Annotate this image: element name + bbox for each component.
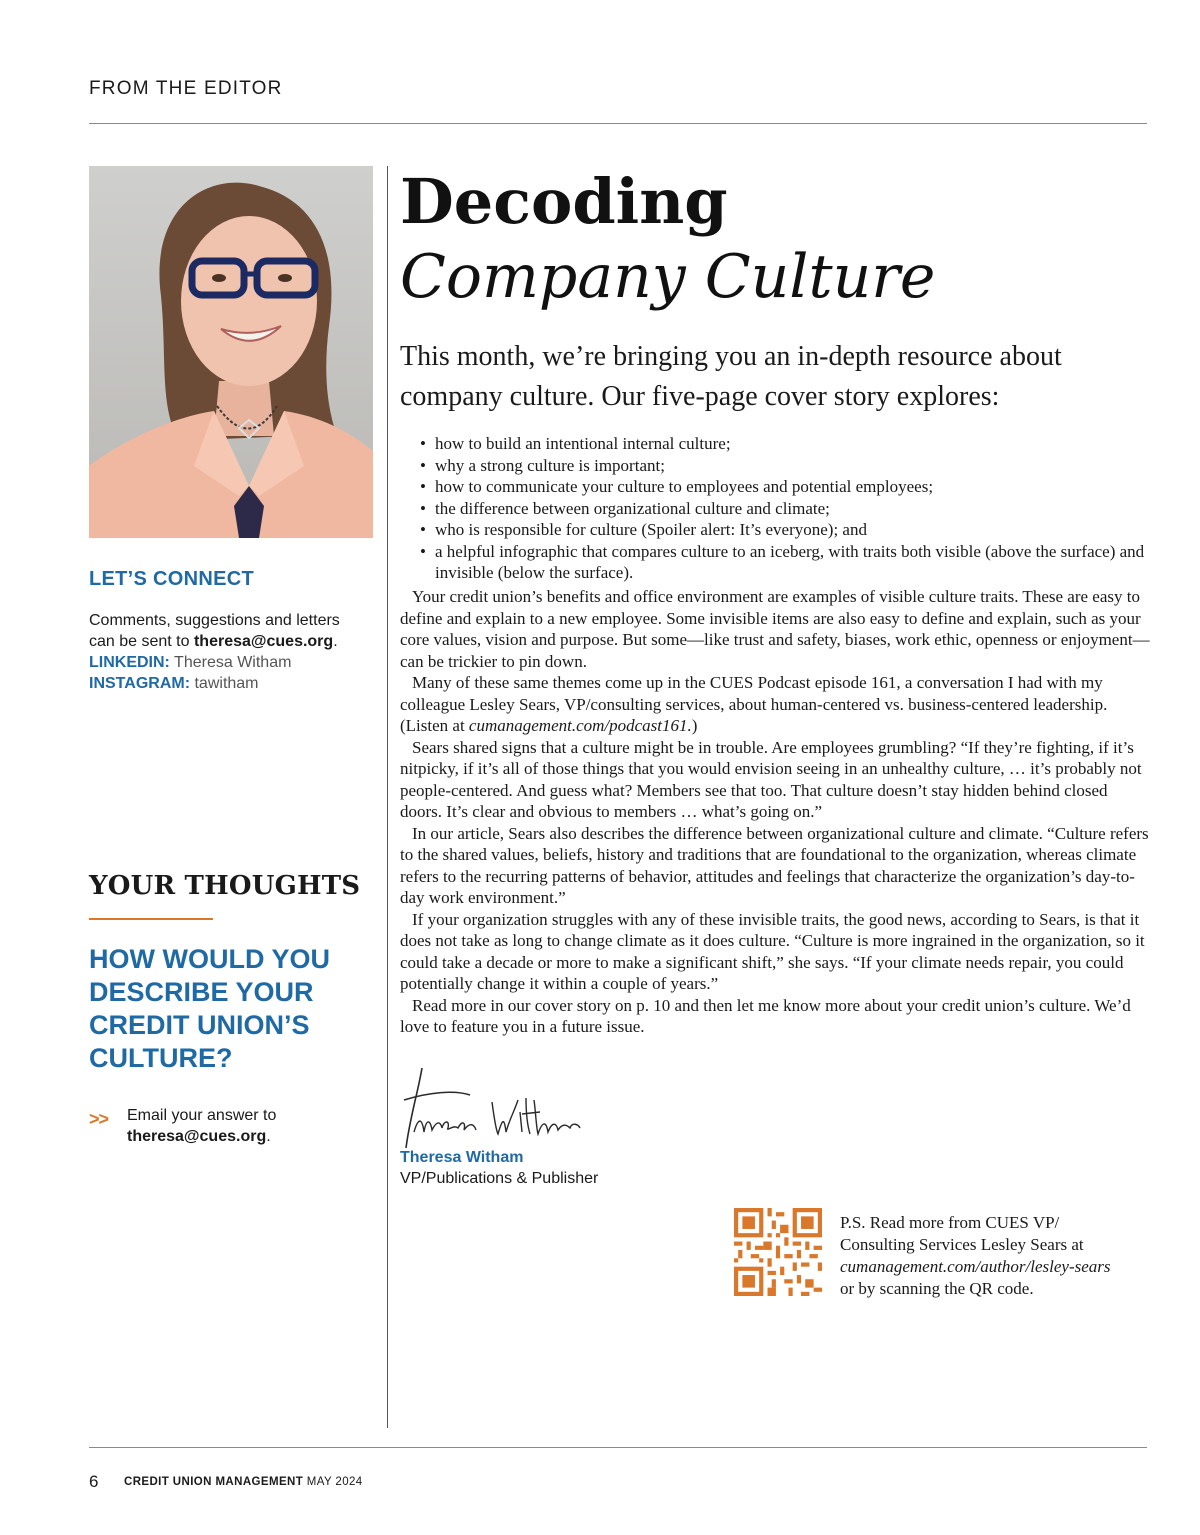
section-label: FROM THE EDITOR [89,78,283,99]
email-prompt-link[interactable]: theresa@cues.org [127,1128,267,1145]
qr-code-icon[interactable] [734,1208,822,1296]
ps-line: Consulting Services Lesley Sears at [840,1235,1084,1254]
double-arrow-icon: >> [89,1109,109,1129]
body-paragraph: If your organization struggles with any of these invisible traits, the good news, according to Sears, is that it does not take as long to change climate as it does culture. “Culture is more ingrained in the organization, so it could take a decade or more to make a significant shift,” she says. “If your climate needs repair, you could potentially change it within a couple of years.” [400,909,1145,993]
contact-email-link[interactable]: theresa@cues.org [193,633,334,650]
email-prompt-label: Email your answer to [127,1107,277,1124]
email-prompt [127,1105,377,1147]
postscript [840,1212,1150,1300]
list-item: • how to build an intentional internal culture; [400,433,1150,455]
page-number: 6 [89,1472,99,1491]
article-title: Decoding [400,165,728,238]
editor-title: VP/Publications & Publisher [400,1170,599,1187]
top-divider [89,123,1147,124]
podcast-text: Many of these same themes come up in the CUES Podcast episode 161, a conversation I had with my colleague Lesley Sears, VP/consulting services, about human-centered vs. business-centered leadership. (Listen at [400,673,1108,735]
contact-email-prefix: can be sent to [89,633,194,650]
list-item: • a helpful infographic that compares culture to an iceberg, with traits both visible (above the surface) and invisible (below the surface). [400,541,1150,584]
linkedin-line [89,652,374,673]
list-item: • why a strong culture is important; [400,455,1150,477]
contact-info [89,610,374,694]
body-paragraph: Sears shared signs that a culture might be in trouble. Are employees grumbling? “If they’re fighting, if it’s nitpicky, if it’s all of those things that you would envision seeing in an unhealthy culture, … it’s probably not people-centered. And guess what? Members see that too. That culture doesn’t stay hidden behind closed doors. It’s clear and obvious to members … what’s going on.” [400,737,1142,821]
instagram-line [89,673,374,694]
editor-portrait-photo [89,166,373,538]
instagram-label: INSTAGRAM: [89,675,191,692]
reader-question: HOW WOULD YOU DESCRIBE YOUR CREDIT UNION’S CULTURE? [89,944,330,1073]
linkedin-label: LINKEDIN: [89,654,170,671]
ps-line: or by scanning the QR code. [840,1279,1034,1298]
podcast-close: ) [691,716,698,735]
issue-date: MAY 2024 [306,1476,363,1488]
list-item: • how to communicate your culture to employees and potential employees; [400,476,1150,498]
contact-email-suffix: . [333,633,338,650]
body-paragraph [400,672,1150,737]
body-paragraph: In our article, Sears also describes the difference between organizational culture and climate. “Culture refers to the shared values, beliefs, history and traditions that are foundational to the organization, whereas climate refers to the recurring patterns of behavior, attitudes and feelings that characterize the organization’s day-to-day work environment.” [400,823,1149,907]
body-paragraph: Your credit union’s benefits and office environment are examples of visible culture traits. These are easy to define and explain to a new employee. Some invisible items are also easy to define and explain, such as your core values, vision and purpose. But some—like trust and safety, biases, work ethic, openness or enjoyment—can be trickier to pin down. [400,587,1150,671]
your-thoughts-heading: YOUR THOUGHTS [89,871,361,901]
editor-name: Theresa Witham [400,1149,524,1166]
handwritten-signature [400,1062,590,1150]
topic-list [400,433,1150,584]
publication-footer [124,1476,363,1488]
accent-divider [89,918,213,920]
article-body [400,586,1150,1038]
contact-email-line [89,631,374,652]
article-deck: This month, we’re bringing you an in-depth resource about company culture. Our five-page cover story explores: [400,341,1062,412]
body-paragraph: Read more in our cover story on p. 10 and then let me know more about your credit union’s culture. We’d love to feature you in a future issue. [400,995,1131,1036]
column-divider [387,166,388,1428]
instagram-handle[interactable]: tawitham [194,675,259,692]
list-item: • who is responsible for culture (Spoiler alert: It’s everyone); and [400,519,1150,541]
email-prompt-suffix: . [266,1128,271,1145]
bottom-divider [89,1447,1147,1448]
lets-connect-heading: LET’S CONNECT [89,568,255,590]
contact-line: Comments, suggestions and letters [89,612,340,629]
article-title-italic: Company Culture [400,242,936,312]
podcast-link[interactable]: cumanagement.com/podcast161. [468,716,692,735]
linkedin-handle[interactable]: Theresa Witham [174,654,292,671]
publication-name: CREDIT UNION MANAGEMENT [124,1476,304,1488]
ps-url-link[interactable]: cumanagement.com/author/lesley-sears [840,1257,1111,1276]
list-item: • the difference between organizational culture and climate; [400,498,1150,520]
ps-line: P.S. Read more from CUES VP/ [840,1213,1060,1232]
